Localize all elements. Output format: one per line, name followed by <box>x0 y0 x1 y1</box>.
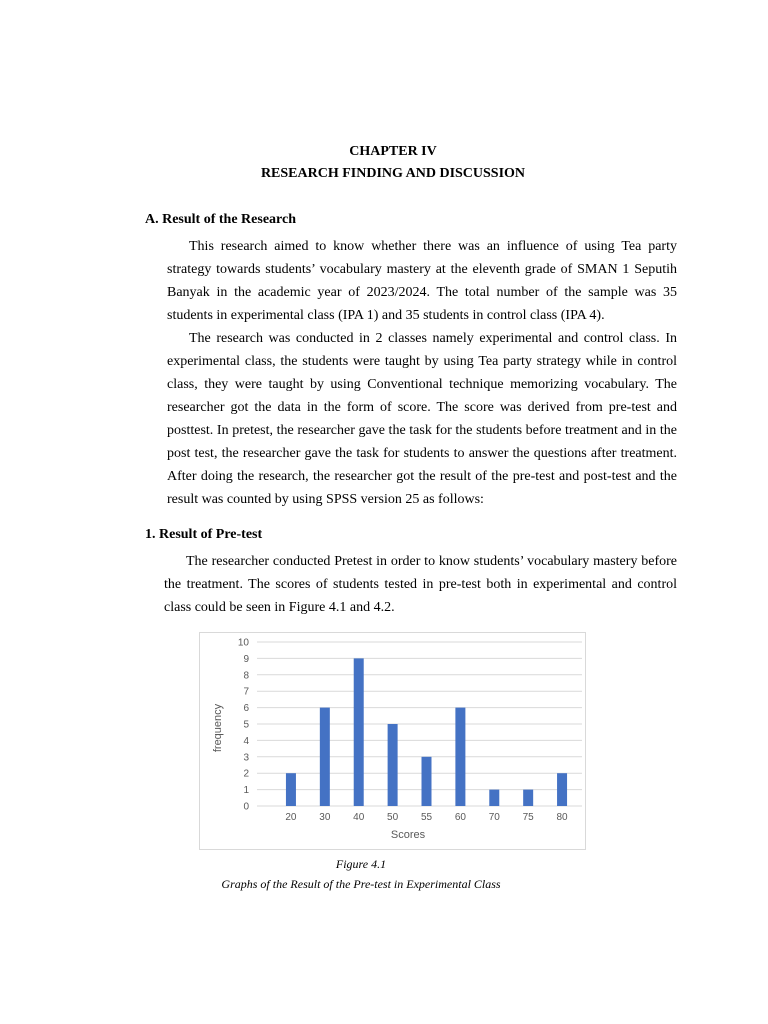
bar <box>286 773 296 806</box>
x-tick-label: 80 <box>556 812 568 823</box>
x-tick-label: 70 <box>488 812 500 823</box>
y-tick-label: 2 <box>243 768 249 780</box>
x-tick-label: 20 <box>285 812 297 823</box>
y-axis-title: frequency <box>212 703 224 753</box>
paragraph-research-method: The research was conducted in 2 classes namely experimental and control class. In experimental class, the students were taught by using Tea party strategy while in control class, they were taught by using Conventional technique memorizing vocabulary. The researcher got the data in the form of score. The score was derived from pre-test and posttest. In pretest, the researcher gave the task for the students before treatment and in the post test, the researcher gave the task for students to answer the questions after treatment. After doing the research, the researcher got the result of the pre-test and post-test and the result was counted by using SPSS version 25 as follows: <box>167 331 677 507</box>
bar <box>489 790 499 806</box>
chapter-title: RESEARCH FINDING AND DISCUSSION <box>260 166 526 181</box>
bar <box>388 724 398 806</box>
figure-chart <box>199 632 586 850</box>
x-tick-label: 75 <box>522 812 534 823</box>
section-heading-pretest: 1. Result of Pre-test <box>145 527 263 542</box>
figure-caption: Graphs of the Result of the Pre-test in Experimental Class <box>221 877 501 891</box>
bar <box>354 658 364 806</box>
x-axis-title: Scores <box>390 829 426 841</box>
y-tick-label: 0 <box>243 801 249 813</box>
y-tick-label: 8 <box>243 670 249 682</box>
paragraph-pretest: The researcher conducted Pretest in order to know students’ vocabulary mastery before the treatment. The scores of students tested in pre-test both in experimental and control class could be seen in Figure 4.1 and 4.2. <box>164 554 677 615</box>
y-tick-label: 7 <box>243 686 249 698</box>
x-tick-label: 40 <box>353 812 365 823</box>
y-tick-label: 3 <box>243 752 249 764</box>
bar <box>455 708 465 806</box>
x-tick-label: 50 <box>387 812 399 823</box>
x-tick-label: 55 <box>420 812 433 823</box>
x-tick-label: 60 <box>454 812 466 823</box>
y-tick-label: 6 <box>243 703 249 715</box>
y-tick-label: 9 <box>243 653 249 665</box>
bar-chart <box>200 633 587 851</box>
bar <box>422 757 432 806</box>
paragraph-research-aim: This research aimed to know whether there was an influence of using Tea party strategy towards students’ vocabulary mastery at the eleventh grade of SMAN 1 Seputih Banyak in the academic year of 2023/2024. The total number of the sample was 35 students in experimental class (IPA 1) and 35 students in control class (IPA 4). <box>167 239 677 323</box>
x-tick-label: 30 <box>319 812 331 823</box>
section-heading-result-of-research: A. Result of the Research <box>145 212 296 227</box>
figure-label: Figure 4.1 <box>335 857 387 871</box>
y-tick-label: 1 <box>243 785 249 797</box>
y-tick-label: 10 <box>237 637 249 649</box>
bar <box>320 708 330 806</box>
bar <box>557 773 567 806</box>
chapter-number: CHAPTER IV <box>349 144 437 159</box>
y-tick-label: 5 <box>243 719 249 731</box>
y-tick-label: 4 <box>243 735 249 747</box>
bar <box>523 790 533 806</box>
